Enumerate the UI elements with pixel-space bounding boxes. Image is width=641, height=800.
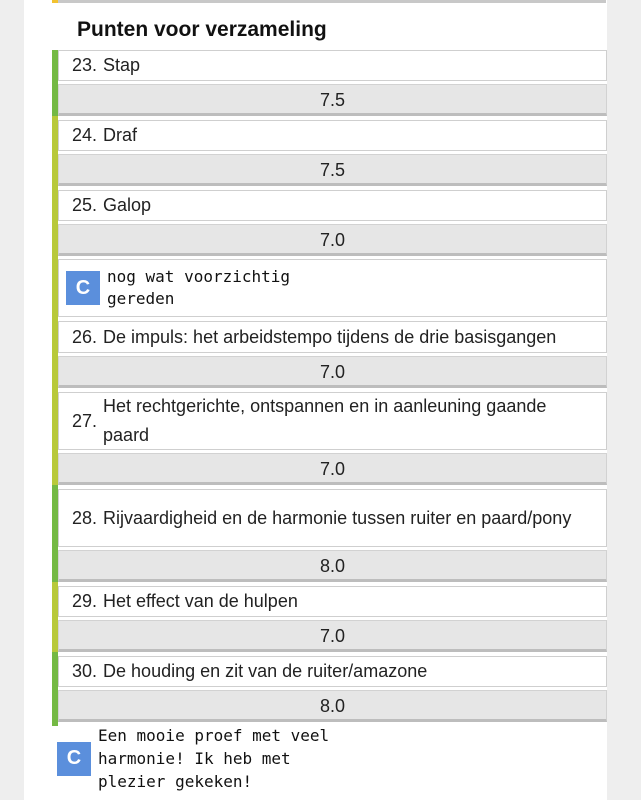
score-color-bar [52, 50, 58, 120]
score-value: 7.0 [58, 356, 607, 388]
score-color-bar [52, 186, 58, 321]
score-value: 8.0 [58, 550, 607, 582]
top-divider-accent [52, 0, 58, 3]
score-value: 7.0 [58, 224, 607, 256]
score-value: 7.0 [58, 453, 607, 485]
comment-text: nog wat voorzichtig gereden [107, 267, 291, 308]
judge-comment [58, 259, 607, 317]
movement-label: 29. Het effect van de hulpen [58, 586, 607, 617]
score-row-26 [52, 321, 607, 388]
movement-label: 25. Galop [58, 190, 607, 221]
score-row-28 [52, 489, 607, 582]
score-value: 7.5 [58, 84, 607, 116]
comment-badge: C [57, 742, 91, 776]
top-divider [52, 0, 606, 3]
score-color-bar [52, 652, 58, 726]
score-color-bar [52, 485, 58, 586]
movement-label: 30. De houding en zit van de ruiter/amazone [58, 656, 607, 687]
score-color-bar [52, 317, 58, 392]
movement-label: 27. Het rechtgerichte, ontspannen en in aanleuning gaande paard [58, 392, 607, 450]
movement-label: 23. Stap [58, 50, 607, 81]
comment-badge: C [66, 271, 100, 305]
score-row-24 [52, 120, 607, 186]
score-value: 7.0 [58, 620, 607, 652]
movement-label: 28. Rijvaardigheid en de harmonie tussen ruiter en paard/pony [58, 489, 607, 547]
movement-label: 24. Draf [58, 120, 607, 151]
final-comment-text: Een mooie proef met veel harmonie! Ik heb met plezier gekeken! [98, 726, 330, 791]
score-color-bar [52, 116, 58, 190]
section-title: Punten voor verzameling [77, 18, 327, 41]
movement-label: 26. De impuls: het arbeidstempo tijdens de drie basisgangen [58, 321, 607, 353]
score-row-23 [52, 50, 607, 116]
score-row-29 [52, 586, 607, 652]
score-row-27 [52, 392, 607, 485]
score-row-30 [52, 656, 607, 722]
score-list [52, 50, 607, 726]
score-color-bar [52, 582, 58, 656]
score-value: 7.5 [58, 154, 607, 186]
score-row-25 [52, 190, 607, 317]
score-color-bar [52, 388, 58, 489]
score-value: 8.0 [58, 690, 607, 722]
final-judge-comment [57, 724, 329, 793]
